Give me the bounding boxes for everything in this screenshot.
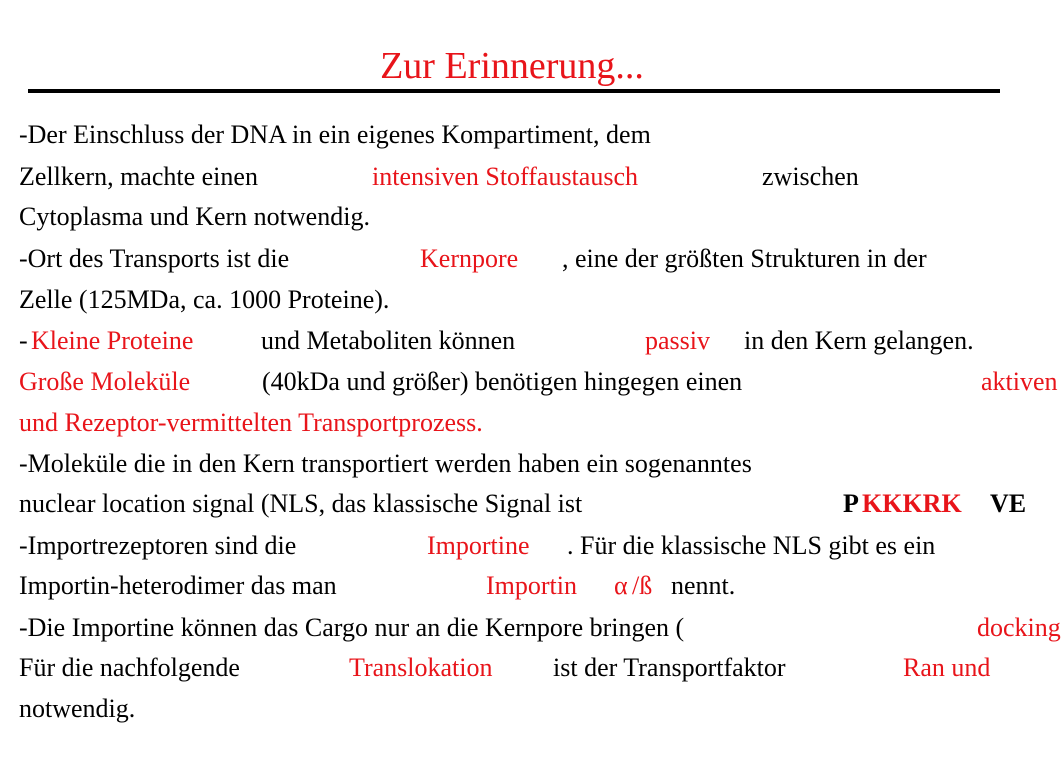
highlight-term: Translokation [349, 653, 493, 682]
text-segment: -Die Importine können das Cargo nur an die Kernpore bringen ( [19, 613, 685, 642]
text-segment: -Importrezeptoren sind die [19, 531, 297, 560]
highlight-term: docking [977, 613, 1061, 642]
highlight-term: intensiven Stoffaustausch [372, 162, 638, 191]
text-segment: -Der Einschluss der DNA in ein eigenes Kompartiment, dem [19, 120, 651, 149]
beta-symbol: /ß [632, 571, 653, 600]
text-segment: nennt. [671, 571, 736, 600]
text-segment: - [19, 326, 28, 355]
text-segment: . Für die klassische NLS gibt es ein [567, 531, 936, 560]
highlight-term: Kleine Proteine [31, 326, 194, 355]
highlight-term: Importin [486, 571, 577, 600]
highlight-term: aktiven [981, 367, 1058, 396]
text-segment: zwischen [762, 162, 859, 191]
text-segment: Zelle (125MDa, ca. 1000 Proteine). [19, 285, 390, 314]
text-segment: -Moleküle die in den Kern transportiert werden haben ein sogenanntes [19, 449, 752, 478]
text-segment: (40kDa und größer) benötigen hingegen einen [262, 367, 743, 396]
text-segment: Importin-heterodimer das man [19, 571, 337, 600]
text-segment: , eine der größten Strukturen in der [562, 244, 927, 273]
highlight-term: Ran und [903, 653, 991, 682]
text-segment: Zellkern, machte einen [19, 162, 258, 191]
alpha-symbol: α [614, 571, 628, 600]
text-segment: und Metaboliten können [261, 326, 516, 355]
highlight-term: Kernpore [420, 244, 519, 273]
text-segment: ist der Transportfaktor [553, 653, 786, 682]
text-segment: notwendig. [19, 694, 136, 723]
text-segment: Cytoplasma und Kern notwendig. [19, 202, 370, 231]
highlight-term: passiv [645, 326, 710, 355]
text-segment: nuclear location signal (NLS, das klassische Signal ist [19, 489, 583, 518]
nls-letter: P [843, 489, 859, 518]
highlight-term: Große Moleküle [19, 367, 191, 396]
text-segment: -Ort des Transports ist die [19, 244, 290, 273]
text-segment: Für die nachfolgende [19, 653, 240, 682]
text-segment: in den Kern gelangen. [744, 326, 974, 355]
slide-title: Zur Erinnerung... [380, 45, 644, 87]
highlight-term: und Rezeptor-vermittelten Transportprozess. [19, 408, 483, 437]
title-divider [28, 89, 1000, 93]
highlight-term: Importine [427, 531, 530, 560]
nls-letters: VE [990, 489, 1027, 518]
nls-sequence: KKKRK [862, 489, 962, 518]
